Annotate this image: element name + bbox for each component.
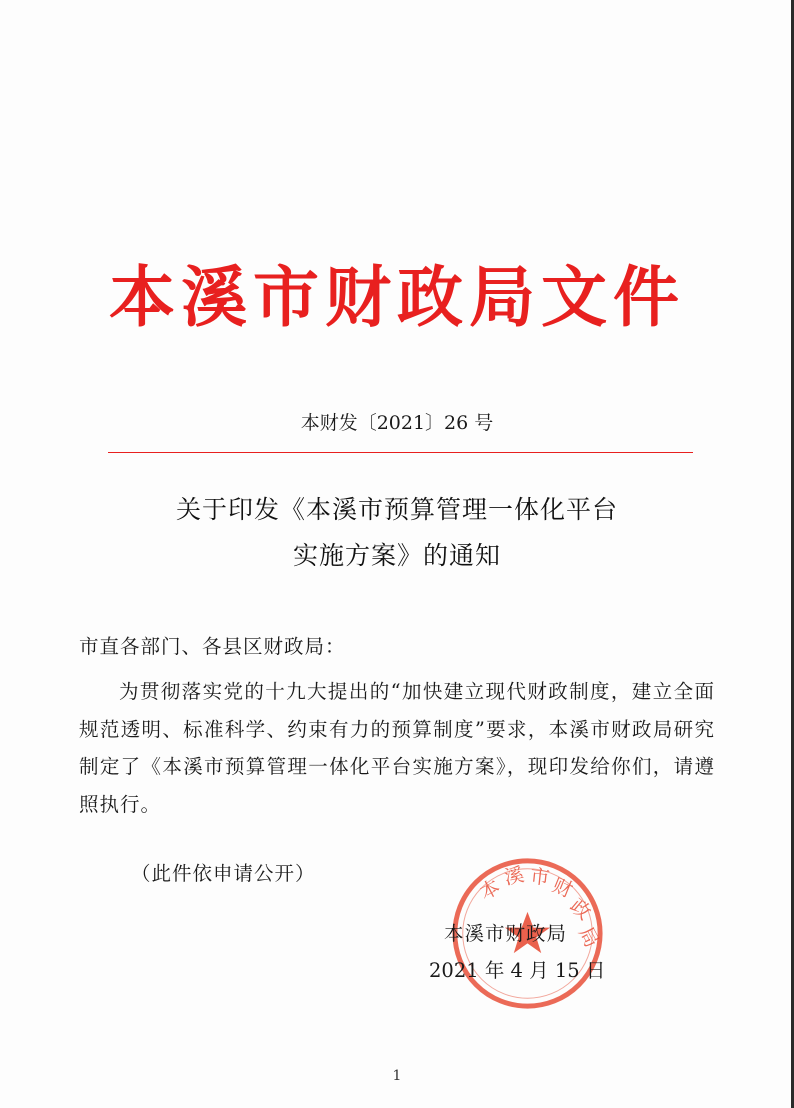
svg-text:政: 政 — [565, 894, 596, 925]
document-title-line-1: 关于印发《本溪市预算管理一体化平台 — [175, 495, 618, 524]
issuer-header-title: 本溪市财政局文件 — [109, 258, 685, 336]
svg-text:本: 本 — [475, 875, 505, 905]
svg-text:市: 市 — [528, 864, 551, 890]
red-divider-line — [108, 452, 693, 453]
document-title — [0, 487, 794, 579]
issuer-signature: 本溪市财政局 — [444, 922, 568, 945]
recipient-line: 市直各部门、各县区财政局： — [79, 635, 346, 658]
svg-text:局: 局 — [574, 923, 604, 952]
page-number: 1 — [392, 1068, 402, 1084]
disclosure-note: （此件依申请公开） — [131, 862, 316, 885]
svg-text:溪: 溪 — [502, 862, 527, 890]
document-title-line-2: 实施方案》的通知 — [292, 541, 501, 570]
document-number: 本财发〔2021〕26 号 — [300, 412, 494, 434]
svg-text:财: 财 — [549, 873, 576, 903]
issue-date: 2021 年 4 月 15 日 — [429, 959, 606, 982]
body-paragraph: 为贯彻落实党的十九大提出的“加快建立现代财政制度，建立全面规范透明、标准科学、约束有力的预算制度”要求，本溪市财政局研究制定了《本溪市预算管理一体化平台实施方案》，现印发给你们，请遵照执行。 — [79, 680, 715, 816]
